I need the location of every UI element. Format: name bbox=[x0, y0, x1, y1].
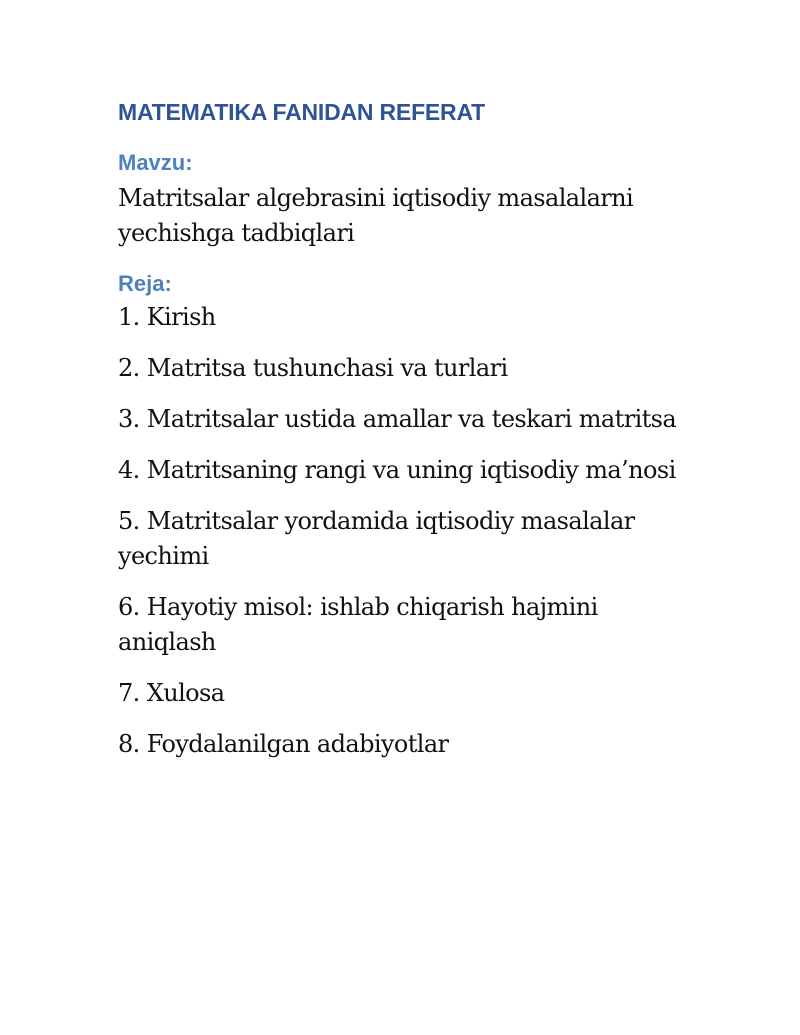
plan-item: 6. Hayotiy misol: ishlab chiqarish hajmini aniqlash bbox=[118, 593, 598, 656]
topic-text: Matritsalar algebrasini iqtisodiy masalalarni yechishga tadbiqlari bbox=[118, 184, 634, 247]
document-title: MATEMATIKA FANIDAN REFERAT bbox=[118, 99, 486, 125]
plan-item: 1. Kirish bbox=[118, 303, 216, 331]
plan-heading: Reja: bbox=[118, 271, 172, 296]
topic-heading: Mavzu: bbox=[118, 150, 193, 175]
plan-item: 5. Matritsalar yordamida iqtisodiy masalalar yechimi bbox=[118, 507, 635, 570]
plan-item: 4. Matritsaning rangi va uning iqtisodiy ma’nosi bbox=[118, 456, 676, 484]
plan-item: 7. Xulosa bbox=[118, 679, 225, 707]
plan-list bbox=[118, 300, 718, 762]
plan-item: 3. Matritsalar ustida amallar va teskari matritsa bbox=[118, 405, 677, 433]
document-content bbox=[118, 96, 718, 778]
plan-item: 2. Matritsa tushunchasi va turlari bbox=[118, 354, 508, 382]
plan-item: 8. Foydalanilgan adabiyotlar bbox=[118, 730, 449, 758]
